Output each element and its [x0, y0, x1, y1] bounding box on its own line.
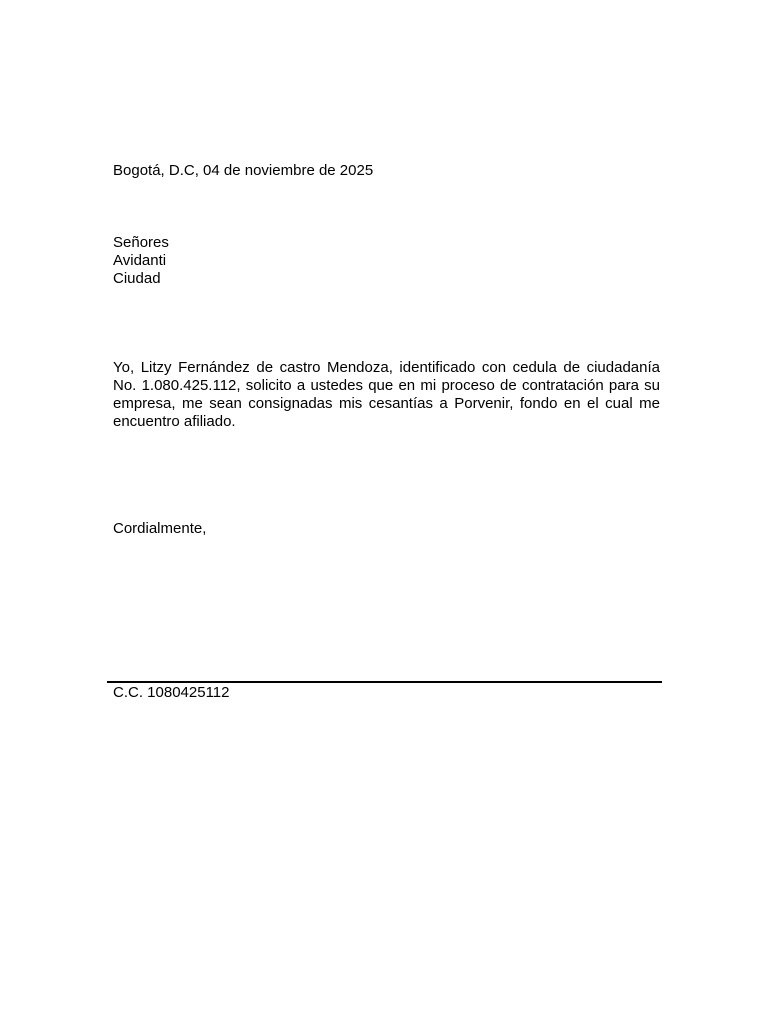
addressee-block: [113, 234, 169, 288]
signature-line: [107, 681, 662, 683]
date-line: Bogotá, D.C, 04 de noviembre de 2025: [113, 162, 374, 179]
closing-line: Cordialmente,: [113, 520, 207, 537]
addressee-salutation: Señores: [113, 234, 169, 251]
signature-id-number: C.C. 1080425112: [113, 684, 230, 701]
letter-body: Yo, Litzy Fernández de castro Mendoza, identificado con cedula de ciudadanía No. 1.080.425.112, solicito a ustedes que en mi proceso de contratación para su empresa, me sean consignadas mis cesantías a Porvenir, fondo en el cual me encuentro afiliado.: [113, 359, 660, 430]
addressee-city: Ciudad: [113, 270, 161, 287]
addressee-company: Avidanti: [113, 252, 167, 269]
